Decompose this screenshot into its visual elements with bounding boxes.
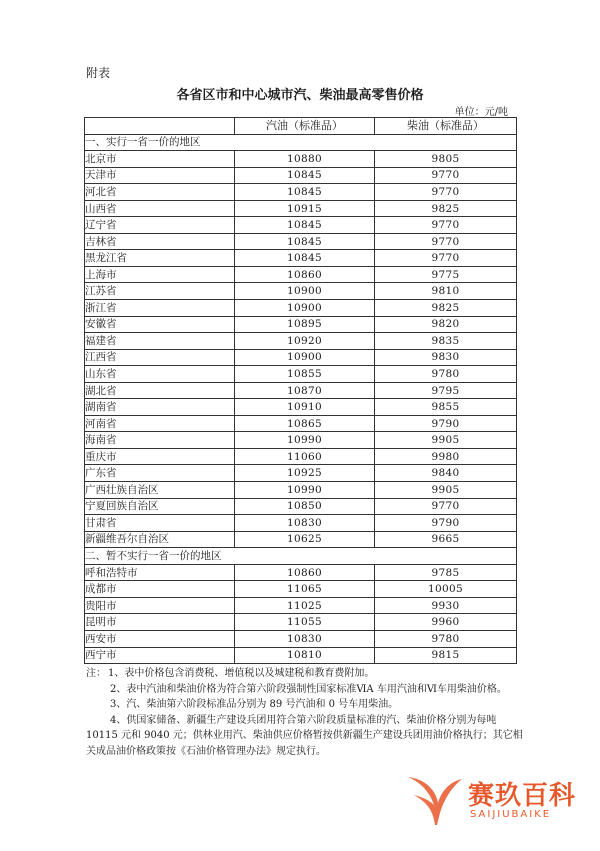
region-name: 广东省 (85, 465, 235, 482)
header-gasoline: 汽油（标准品） (235, 118, 375, 135)
gasoline-price: 10880 (235, 151, 375, 168)
notes (86, 666, 526, 759)
table-row (85, 283, 517, 300)
region-name: 湖北省 (85, 382, 235, 399)
diesel-price: 9795 (375, 382, 517, 399)
gasoline-price: 11065 (235, 581, 375, 598)
table-row (85, 647, 517, 664)
price-table (84, 117, 517, 664)
unit-label: 单位：元/吨 (454, 107, 508, 118)
region-name: 广西壮族自治区 (85, 482, 235, 499)
watermark (406, 763, 586, 833)
table-row (85, 184, 517, 201)
gasoline-price: 10990 (235, 482, 375, 499)
table-row (85, 316, 517, 333)
watermark-brand: 赛玖百科 (468, 781, 577, 811)
gasoline-price: 10845 (235, 167, 375, 184)
region-name: 河北省 (85, 184, 235, 201)
note-item: 2、表中汽油和柴油价格为符合第六阶段强制性国家标准ⅥA 车用汽油和Ⅵ车用柴油价格。 (110, 683, 507, 695)
diesel-price: 9830 (375, 349, 517, 366)
gasoline-price: 10850 (235, 498, 375, 515)
region-name: 浙江省 (85, 300, 235, 317)
header-diesel: 柴油（标准品） (375, 118, 517, 135)
region-name: 山东省 (85, 366, 235, 383)
table-row (85, 614, 517, 631)
table-row (85, 200, 517, 217)
region-name: 上海市 (85, 266, 235, 283)
diesel-price: 9855 (375, 399, 517, 416)
gasoline-price: 10855 (235, 366, 375, 383)
diesel-price: 10005 (375, 581, 517, 598)
table-row (85, 630, 517, 647)
table-row (85, 597, 517, 614)
diesel-price: 9810 (375, 283, 517, 300)
region-name: 江西省 (85, 349, 235, 366)
gasoline-price: 10845 (235, 184, 375, 201)
header-region (85, 118, 235, 135)
region-name: 重庆市 (85, 448, 235, 465)
table-row (85, 233, 517, 250)
table-row (85, 151, 517, 168)
gasoline-price: 10865 (235, 415, 375, 432)
table-row (85, 448, 517, 465)
region-name: 江苏省 (85, 283, 235, 300)
diesel-price: 9805 (375, 151, 517, 168)
diesel-price: 9775 (375, 266, 517, 283)
table-row (85, 564, 517, 581)
table-row (85, 217, 517, 234)
table-row (85, 515, 517, 532)
diesel-price: 9835 (375, 333, 517, 350)
region-name: 黑龙江省 (85, 250, 235, 267)
region-name: 吉林省 (85, 233, 235, 250)
table-row (85, 498, 517, 515)
gasoline-price: 11055 (235, 614, 375, 631)
region-name: 北京市 (85, 151, 235, 168)
gasoline-price: 11025 (235, 597, 375, 614)
whale-tail-icon (406, 767, 464, 827)
diesel-price: 9905 (375, 432, 517, 449)
region-name: 海南省 (85, 432, 235, 449)
gasoline-price: 10925 (235, 465, 375, 482)
diesel-price: 9770 (375, 233, 517, 250)
gasoline-price: 10810 (235, 647, 375, 664)
table-row (85, 366, 517, 383)
gasoline-price: 10900 (235, 283, 375, 300)
region-name: 甘肃省 (85, 515, 235, 532)
table-row (85, 266, 517, 283)
region-name: 昆明市 (85, 614, 235, 631)
gasoline-price: 10915 (235, 200, 375, 217)
diesel-price: 9770 (375, 498, 517, 515)
diesel-price: 9770 (375, 217, 517, 234)
region-name: 贵阳市 (85, 597, 235, 614)
diesel-price: 9780 (375, 366, 517, 383)
table-row (85, 482, 517, 499)
diesel-price: 9790 (375, 515, 517, 532)
region-name: 成都市 (85, 581, 235, 598)
region-name: 新疆维吾尔自治区 (85, 531, 235, 548)
region-name: 安徽省 (85, 316, 235, 333)
gasoline-price: 10845 (235, 233, 375, 250)
gasoline-price: 10845 (235, 217, 375, 234)
notes-label: 注： (86, 668, 106, 679)
gasoline-price: 10830 (235, 630, 375, 647)
gasoline-price: 10830 (235, 515, 375, 532)
diesel-price: 9905 (375, 482, 517, 499)
table-row (85, 399, 517, 416)
diesel-price: 9770 (375, 250, 517, 267)
section-label: 一、实行一省一价的地区 (85, 134, 517, 151)
region-name: 西安市 (85, 630, 235, 647)
diesel-price: 9825 (375, 300, 517, 317)
note-item: 3、汽、柴油第六阶段标准品分别为 89 号汽油和 0 号车用柴油。 (110, 699, 399, 710)
document-title: 各省区市和中心城市汽、柴油最高零售价格 (176, 88, 424, 103)
diesel-price: 9825 (375, 200, 517, 217)
table-row (85, 465, 517, 482)
diesel-price: 9980 (375, 448, 517, 465)
section-row (85, 548, 517, 565)
diesel-price: 9930 (375, 597, 517, 614)
gasoline-price: 10860 (235, 266, 375, 283)
gasoline-price: 10920 (235, 333, 375, 350)
gasoline-price: 10860 (235, 564, 375, 581)
watermark-subtitle: SAIJIUBAIKE (470, 809, 552, 820)
region-name: 呼和浩特市 (85, 564, 235, 581)
diesel-price: 9665 (375, 531, 517, 548)
gasoline-price: 10900 (235, 300, 375, 317)
table-row (85, 382, 517, 399)
table-row (85, 415, 517, 432)
gasoline-price: 10910 (235, 399, 375, 416)
region-name: 湖南省 (85, 399, 235, 416)
gasoline-price: 10625 (235, 531, 375, 548)
section-row (85, 134, 517, 151)
region-name: 辽宁省 (85, 217, 235, 234)
table-row (85, 300, 517, 317)
note-text: 1、表中价格包含消费税、增值税以及城建税和教育费附加。 (108, 668, 375, 679)
region-name: 福建省 (85, 333, 235, 350)
table-row (85, 333, 517, 350)
diesel-price: 9790 (375, 415, 517, 432)
annex-label: 附表 (86, 66, 111, 80)
diesel-price: 9820 (375, 316, 517, 333)
table-row (85, 167, 517, 184)
table-header-row (85, 118, 517, 135)
table-row (85, 349, 517, 366)
region-name: 宁夏回族自治区 (85, 498, 235, 515)
diesel-price: 9785 (375, 564, 517, 581)
gasoline-price: 11060 (235, 448, 375, 465)
table-row (85, 581, 517, 598)
table-row (85, 250, 517, 267)
table-row (85, 531, 517, 548)
gasoline-price: 10900 (235, 349, 375, 366)
section-label: 二、暂不实行一省一价的地区 (85, 548, 517, 565)
gasoline-price: 10990 (235, 432, 375, 449)
region-name: 河南省 (85, 415, 235, 432)
diesel-price: 9840 (375, 465, 517, 482)
diesel-price: 9770 (375, 167, 517, 184)
gasoline-price: 10895 (235, 316, 375, 333)
region-name: 山西省 (85, 200, 235, 217)
note-item (86, 666, 526, 682)
diesel-price: 9815 (375, 647, 517, 664)
gasoline-price: 10845 (235, 250, 375, 267)
note-item: 4、供国家储备、新疆生产建设兵团用符合第六阶段质量标准的汽、柴油价格分别为每吨 10115 元和 9040 元；供林业用汽、柴油供应价格暂按供新疆生产建设兵团用油价格执行；其它相关成品油价格政策按《石油价格管理办法》规定执行。 (86, 714, 523, 757)
diesel-price: 9780 (375, 630, 517, 647)
table-row (85, 432, 517, 449)
diesel-price: 9770 (375, 184, 517, 201)
diesel-price: 9960 (375, 614, 517, 631)
region-name: 西宁市 (85, 647, 235, 664)
gasoline-price: 10870 (235, 382, 375, 399)
region-name: 天津市 (85, 167, 235, 184)
